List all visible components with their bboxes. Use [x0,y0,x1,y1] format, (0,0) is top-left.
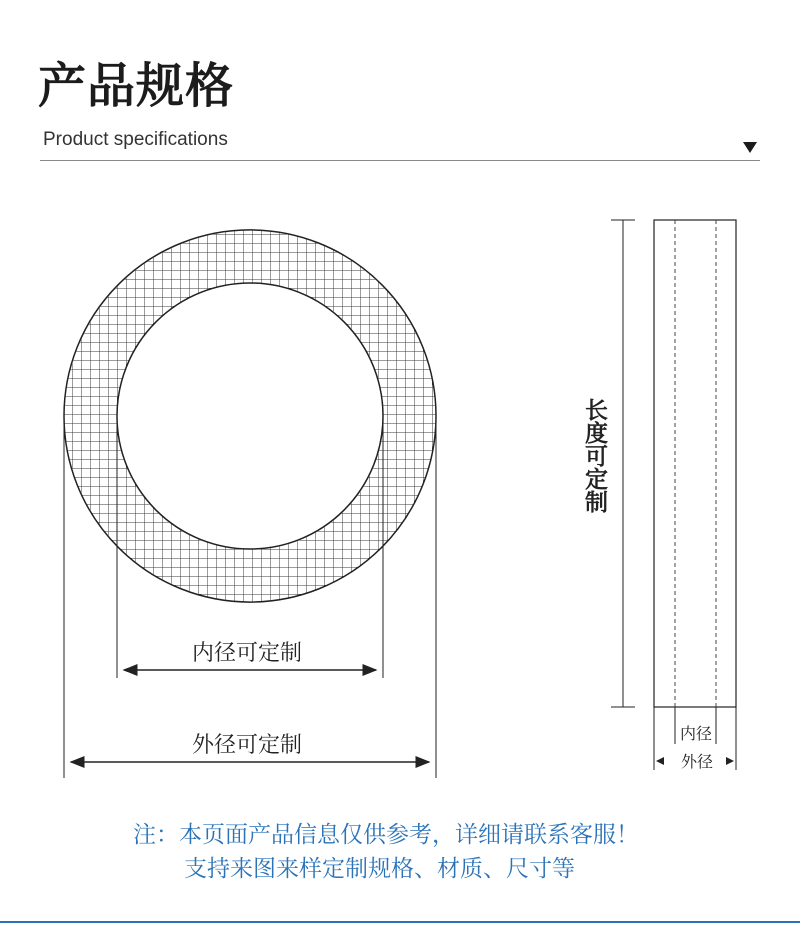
side-outer-label: 外径 [680,752,714,771]
side-outer-arrow-left [656,757,664,765]
length-label: 长度可定制 [581,398,607,513]
ring-cross-section [64,230,436,602]
side-outer-arrow-right [726,757,734,765]
inner-diameter-label: 内径可定制 [191,641,303,666]
tube-side-view [654,220,736,707]
note-line-1: 注：本页面产品信息仅供参考，详细请联系客服！ [133,822,639,848]
note-line-2: 支持来图来样定制规格、材质、尺寸等 [184,856,575,882]
disclaimer-note [133,818,639,886]
outer-diameter-label: 外径可定制 [191,733,303,758]
bottom-accent-line [0,921,800,923]
page-title: 产品规格 [38,58,235,114]
side-inner-label: 内径 [679,724,713,743]
page-subtitle: Product specifications [43,129,228,150]
